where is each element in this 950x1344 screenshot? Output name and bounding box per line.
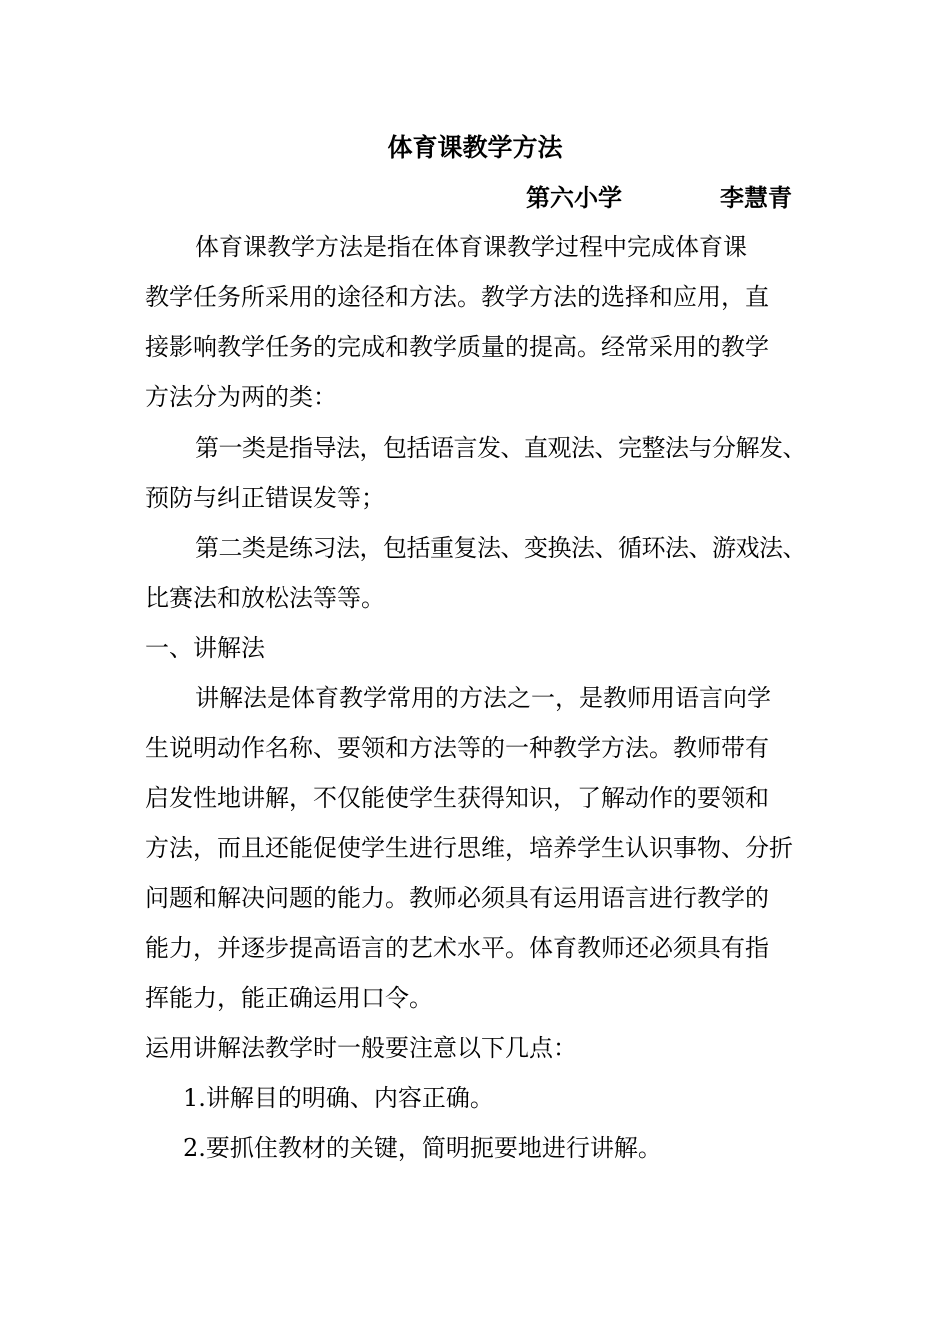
paragraph-line: 生说明动作名称、要领和方法等的一种教学方法。教师带有	[145, 734, 769, 762]
paragraph-line: 体育课教学方法是指在体育课教学过程中完成体育课	[195, 233, 747, 261]
list-item: 1.讲解目的明确、内容正确。	[183, 1084, 494, 1112]
paragraph-line: 第二类是练习法，包括重复法、变换法、循环法、游戏法、	[195, 534, 806, 562]
paragraph-line: 讲解法是体育教学常用的方法之一，是教师用语言向学	[195, 684, 771, 712]
paragraph-line: 教学任务所采用的途径和方法。教学方法的选择和应用，直	[145, 283, 769, 311]
section-heading: 一、讲解法	[145, 634, 265, 662]
author-name: 李慧青	[720, 183, 792, 212]
paragraph-line: 能力，并逐步提高语言的艺术水平。体育教师还必须具有指	[145, 934, 769, 962]
document-title: 体育课教学方法	[387, 133, 563, 162]
paragraph-line: 预防与纠正错误发等；	[145, 484, 385, 512]
paragraph-line: 方法，而且还能促使学生进行思维，培养学生认识事物、分折	[145, 834, 793, 862]
paragraph-line: 接影响教学任务的完成和教学质量的提高。经常采用的教学	[145, 333, 769, 361]
paragraph-line: 第一类是指导法，包括语言发、直观法、完整法与分解发、	[195, 434, 806, 462]
school-name: 第六小学	[526, 183, 622, 212]
paragraph-line: 运用讲解法教学时一般要注意以下几点：	[145, 1034, 577, 1062]
author-line	[526, 180, 792, 216]
paragraph-line: 启发性地讲解，不仅能使学生获得知识，了解动作的要领和	[145, 784, 769, 812]
paragraph-line: 挥能力，能正确运用口令。	[145, 984, 433, 1012]
paragraph-line: 比赛法和放松法等等。	[145, 584, 385, 612]
paragraph-line: 方法分为两的类：	[145, 383, 337, 411]
list-item: 2.要抓住教材的关键，简明扼要地进行讲解。	[183, 1134, 662, 1162]
paragraph-line: 问题和解决问题的能力。教师必须具有运用语言进行教学的	[145, 884, 769, 912]
